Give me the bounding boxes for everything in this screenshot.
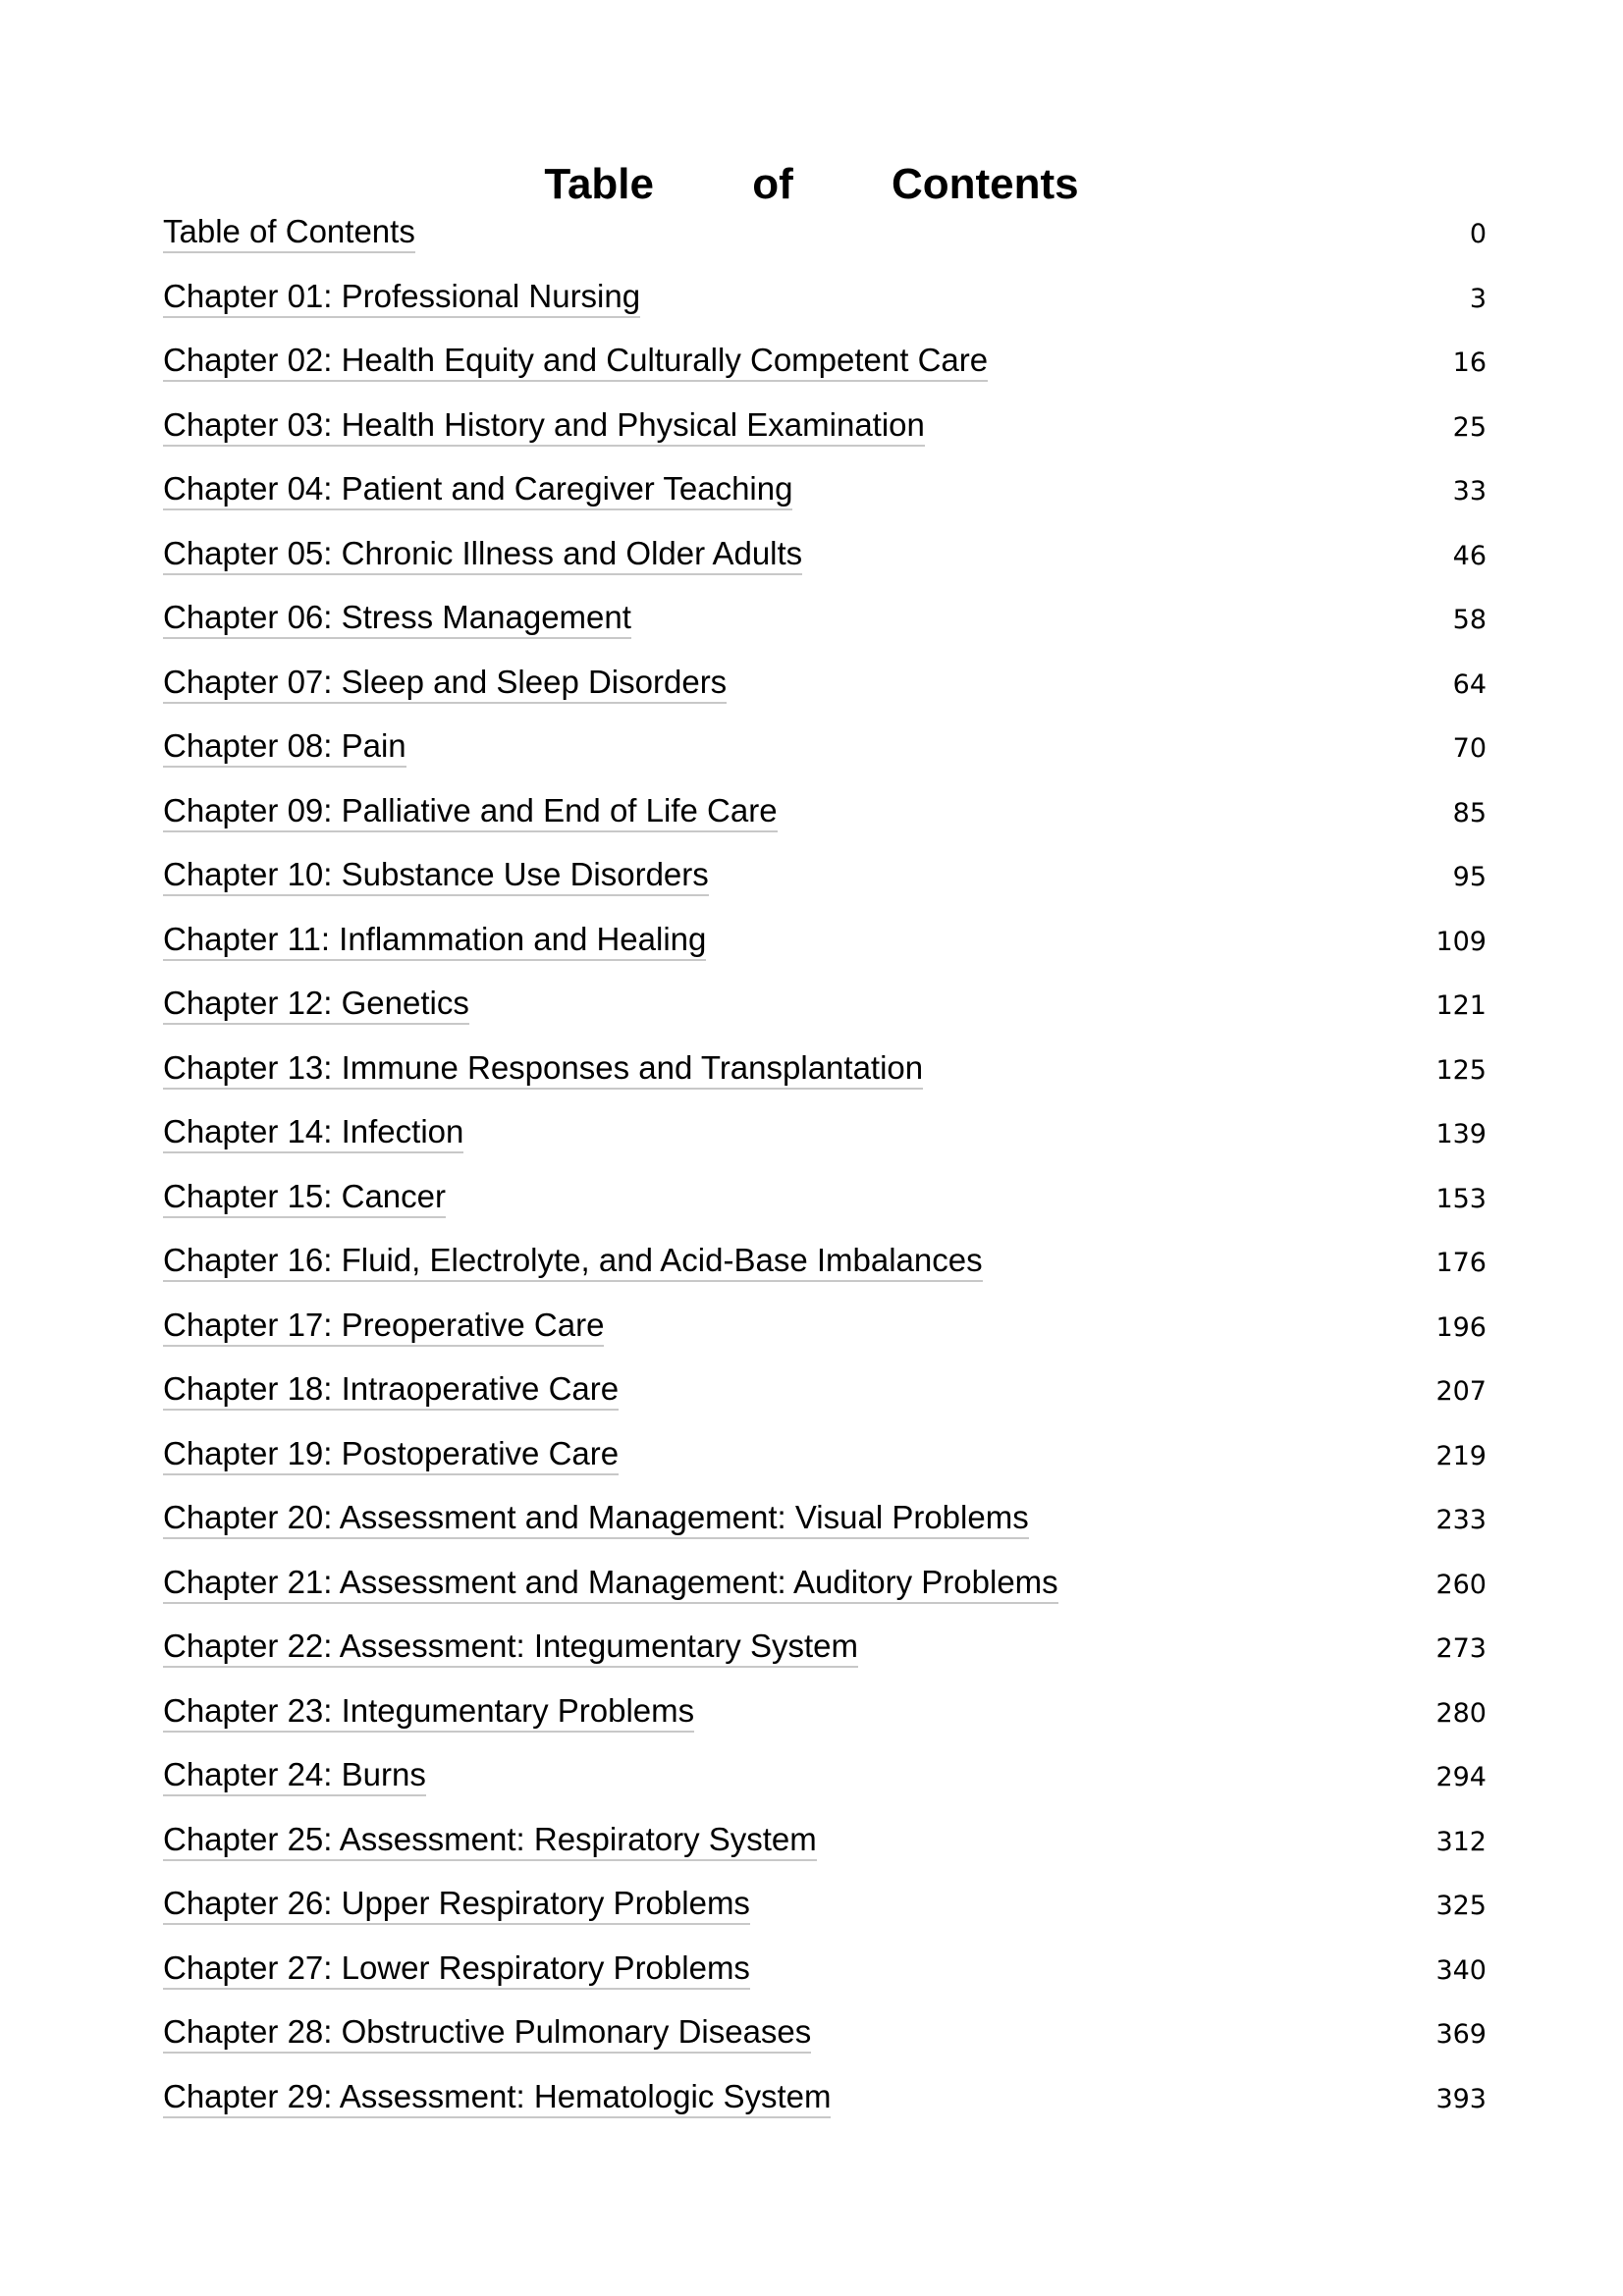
toc-page-number: 294	[1435, 1762, 1487, 1792]
toc-entry-link[interactable]: Chapter 29: Assessment: Hematologic System	[163, 2077, 831, 2118]
page-title: Table of Contents	[544, 160, 1079, 208]
toc-page-number: 369	[1435, 2019, 1487, 2050]
toc-page-number: 176	[1435, 1248, 1487, 1278]
toc-entry	[163, 2008, 1487, 2073]
toc-entry	[163, 1494, 1487, 1559]
toc-page-number: 85	[1452, 797, 1487, 828]
toc-entry	[163, 1751, 1487, 1816]
toc-entry-link[interactable]: Chapter 24: Burns	[163, 1755, 426, 1796]
toc-entry	[163, 1880, 1487, 1945]
toc-page-number: 25	[1452, 411, 1487, 443]
toc-entry	[163, 722, 1487, 787]
toc-page-number: 260	[1435, 1569, 1487, 1600]
toc-entry	[163, 659, 1487, 723]
toc-entry-link[interactable]: Chapter 16: Fluid, Electrolyte, and Acid-Base Imbalances	[163, 1241, 983, 1282]
toc-entry-link[interactable]: Chapter 10: Substance Use Disorders	[163, 855, 709, 896]
toc-page-number: 312	[1435, 1826, 1487, 1857]
toc-entry-link[interactable]: Chapter 09: Palliative and End of Life Care	[163, 791, 778, 832]
toc-entry	[163, 273, 1487, 338]
toc-page-number: 121	[1435, 990, 1487, 1021]
toc-entry-link[interactable]: Chapter 12: Genetics	[163, 984, 469, 1025]
toc-page-number: 33	[1452, 476, 1487, 507]
toc-page-number: 46	[1452, 540, 1487, 571]
toc-entry	[163, 594, 1487, 659]
toc-page-number: 58	[1452, 605, 1487, 635]
toc-entry	[163, 401, 1487, 466]
toc-entry	[163, 1302, 1487, 1366]
toc-entry	[163, 1945, 1487, 2009]
toc-entry	[163, 916, 1487, 981]
toc-entry-link[interactable]: Chapter 25: Assessment: Respiratory System	[163, 1820, 817, 1861]
toc-entry	[163, 530, 1487, 595]
toc-entry-link[interactable]: Chapter 07: Sleep and Sleep Disorders	[163, 663, 727, 704]
toc-page-number: 3	[1469, 283, 1487, 314]
toc-page-number: 153	[1435, 1183, 1487, 1214]
table-of-contents	[163, 208, 1487, 2137]
toc-entry-link[interactable]: Chapter 02: Health Equity and Culturally Competent Care	[163, 341, 988, 382]
toc-entry-link[interactable]: Chapter 27: Lower Respiratory Problems	[163, 1949, 750, 1990]
toc-entry	[163, 2073, 1487, 2138]
toc-entry-link[interactable]: Chapter 18: Intraoperative Care	[163, 1369, 619, 1411]
toc-entry	[163, 465, 1487, 530]
toc-entry	[163, 980, 1487, 1044]
toc-entry	[163, 1687, 1487, 1752]
toc-entry	[163, 787, 1487, 852]
toc-page-number: 0	[1469, 219, 1487, 249]
toc-page-number: 219	[1435, 1440, 1487, 1471]
toc-entry	[163, 851, 1487, 916]
toc-entry	[163, 1108, 1487, 1173]
toc-entry-link[interactable]: Chapter 11: Inflammation and Healing	[163, 920, 706, 961]
toc-entry	[163, 1237, 1487, 1302]
toc-page-number: 207	[1435, 1376, 1487, 1407]
toc-entry-link[interactable]: Chapter 08: Pain	[163, 726, 406, 768]
toc-entry-link[interactable]: Chapter 04: Patient and Caregiver Teaching	[163, 469, 792, 510]
toc-entry-link[interactable]: Chapter 06: Stress Management	[163, 598, 631, 639]
toc-entry	[163, 1559, 1487, 1624]
toc-entry-link[interactable]: Chapter 21: Assessment and Management: Auditory Problems	[163, 1563, 1058, 1604]
toc-page-number: 109	[1435, 926, 1487, 957]
toc-entry-link[interactable]: Chapter 05: Chronic Illness and Older Adults	[163, 534, 802, 575]
toc-page-number: 340	[1435, 1954, 1487, 1986]
toc-entry-link[interactable]: Chapter 13: Immune Responses and Transplantation	[163, 1048, 923, 1090]
toc-page-number: 393	[1435, 2083, 1487, 2114]
toc-entry	[163, 1044, 1487, 1109]
toc-page-number: 16	[1452, 347, 1487, 378]
toc-entry	[163, 208, 1487, 273]
toc-entry-link[interactable]: Chapter 15: Cancer	[163, 1177, 446, 1218]
toc-entry-link[interactable]: Chapter 26: Upper Respiratory Problems	[163, 1884, 750, 1925]
toc-page-number: 325	[1435, 1891, 1487, 1921]
toc-entry-link[interactable]: Chapter 14: Infection	[163, 1112, 463, 1153]
toc-entry	[163, 1623, 1487, 1687]
toc-page-number: 64	[1452, 668, 1487, 700]
toc-entry-link[interactable]: Table of Contents	[163, 212, 415, 253]
toc-page-number: 196	[1435, 1311, 1487, 1343]
toc-page-number: 70	[1452, 733, 1487, 764]
toc-entry-link[interactable]: Chapter 28: Obstructive Pulmonary Diseases	[163, 2012, 811, 2054]
toc-entry-link[interactable]: Chapter 17: Preoperative Care	[163, 1306, 604, 1347]
toc-entry	[163, 1816, 1487, 1881]
toc-entry	[163, 337, 1487, 401]
toc-entry	[163, 1173, 1487, 1238]
toc-entry	[163, 1430, 1487, 1495]
toc-entry-link[interactable]: Chapter 23: Integumentary Problems	[163, 1691, 694, 1733]
toc-entry-link[interactable]: Chapter 03: Health History and Physical Examination	[163, 405, 925, 447]
toc-entry	[163, 1365, 1487, 1430]
toc-page-number: 233	[1435, 1505, 1487, 1535]
toc-page-number: 280	[1435, 1697, 1487, 1729]
toc-page-number: 125	[1435, 1054, 1487, 1086]
toc-page-number: 95	[1452, 862, 1487, 892]
toc-page-number: 273	[1435, 1633, 1487, 1664]
toc-page-number: 139	[1435, 1119, 1487, 1149]
toc-entry-link[interactable]: Chapter 20: Assessment and Management: Visual Problems	[163, 1498, 1029, 1539]
toc-entry-link[interactable]: Chapter 01: Professional Nursing	[163, 277, 640, 318]
toc-entry-link[interactable]: Chapter 22: Assessment: Integumentary System	[163, 1627, 858, 1668]
toc-entry-link[interactable]: Chapter 19: Postoperative Care	[163, 1434, 619, 1475]
